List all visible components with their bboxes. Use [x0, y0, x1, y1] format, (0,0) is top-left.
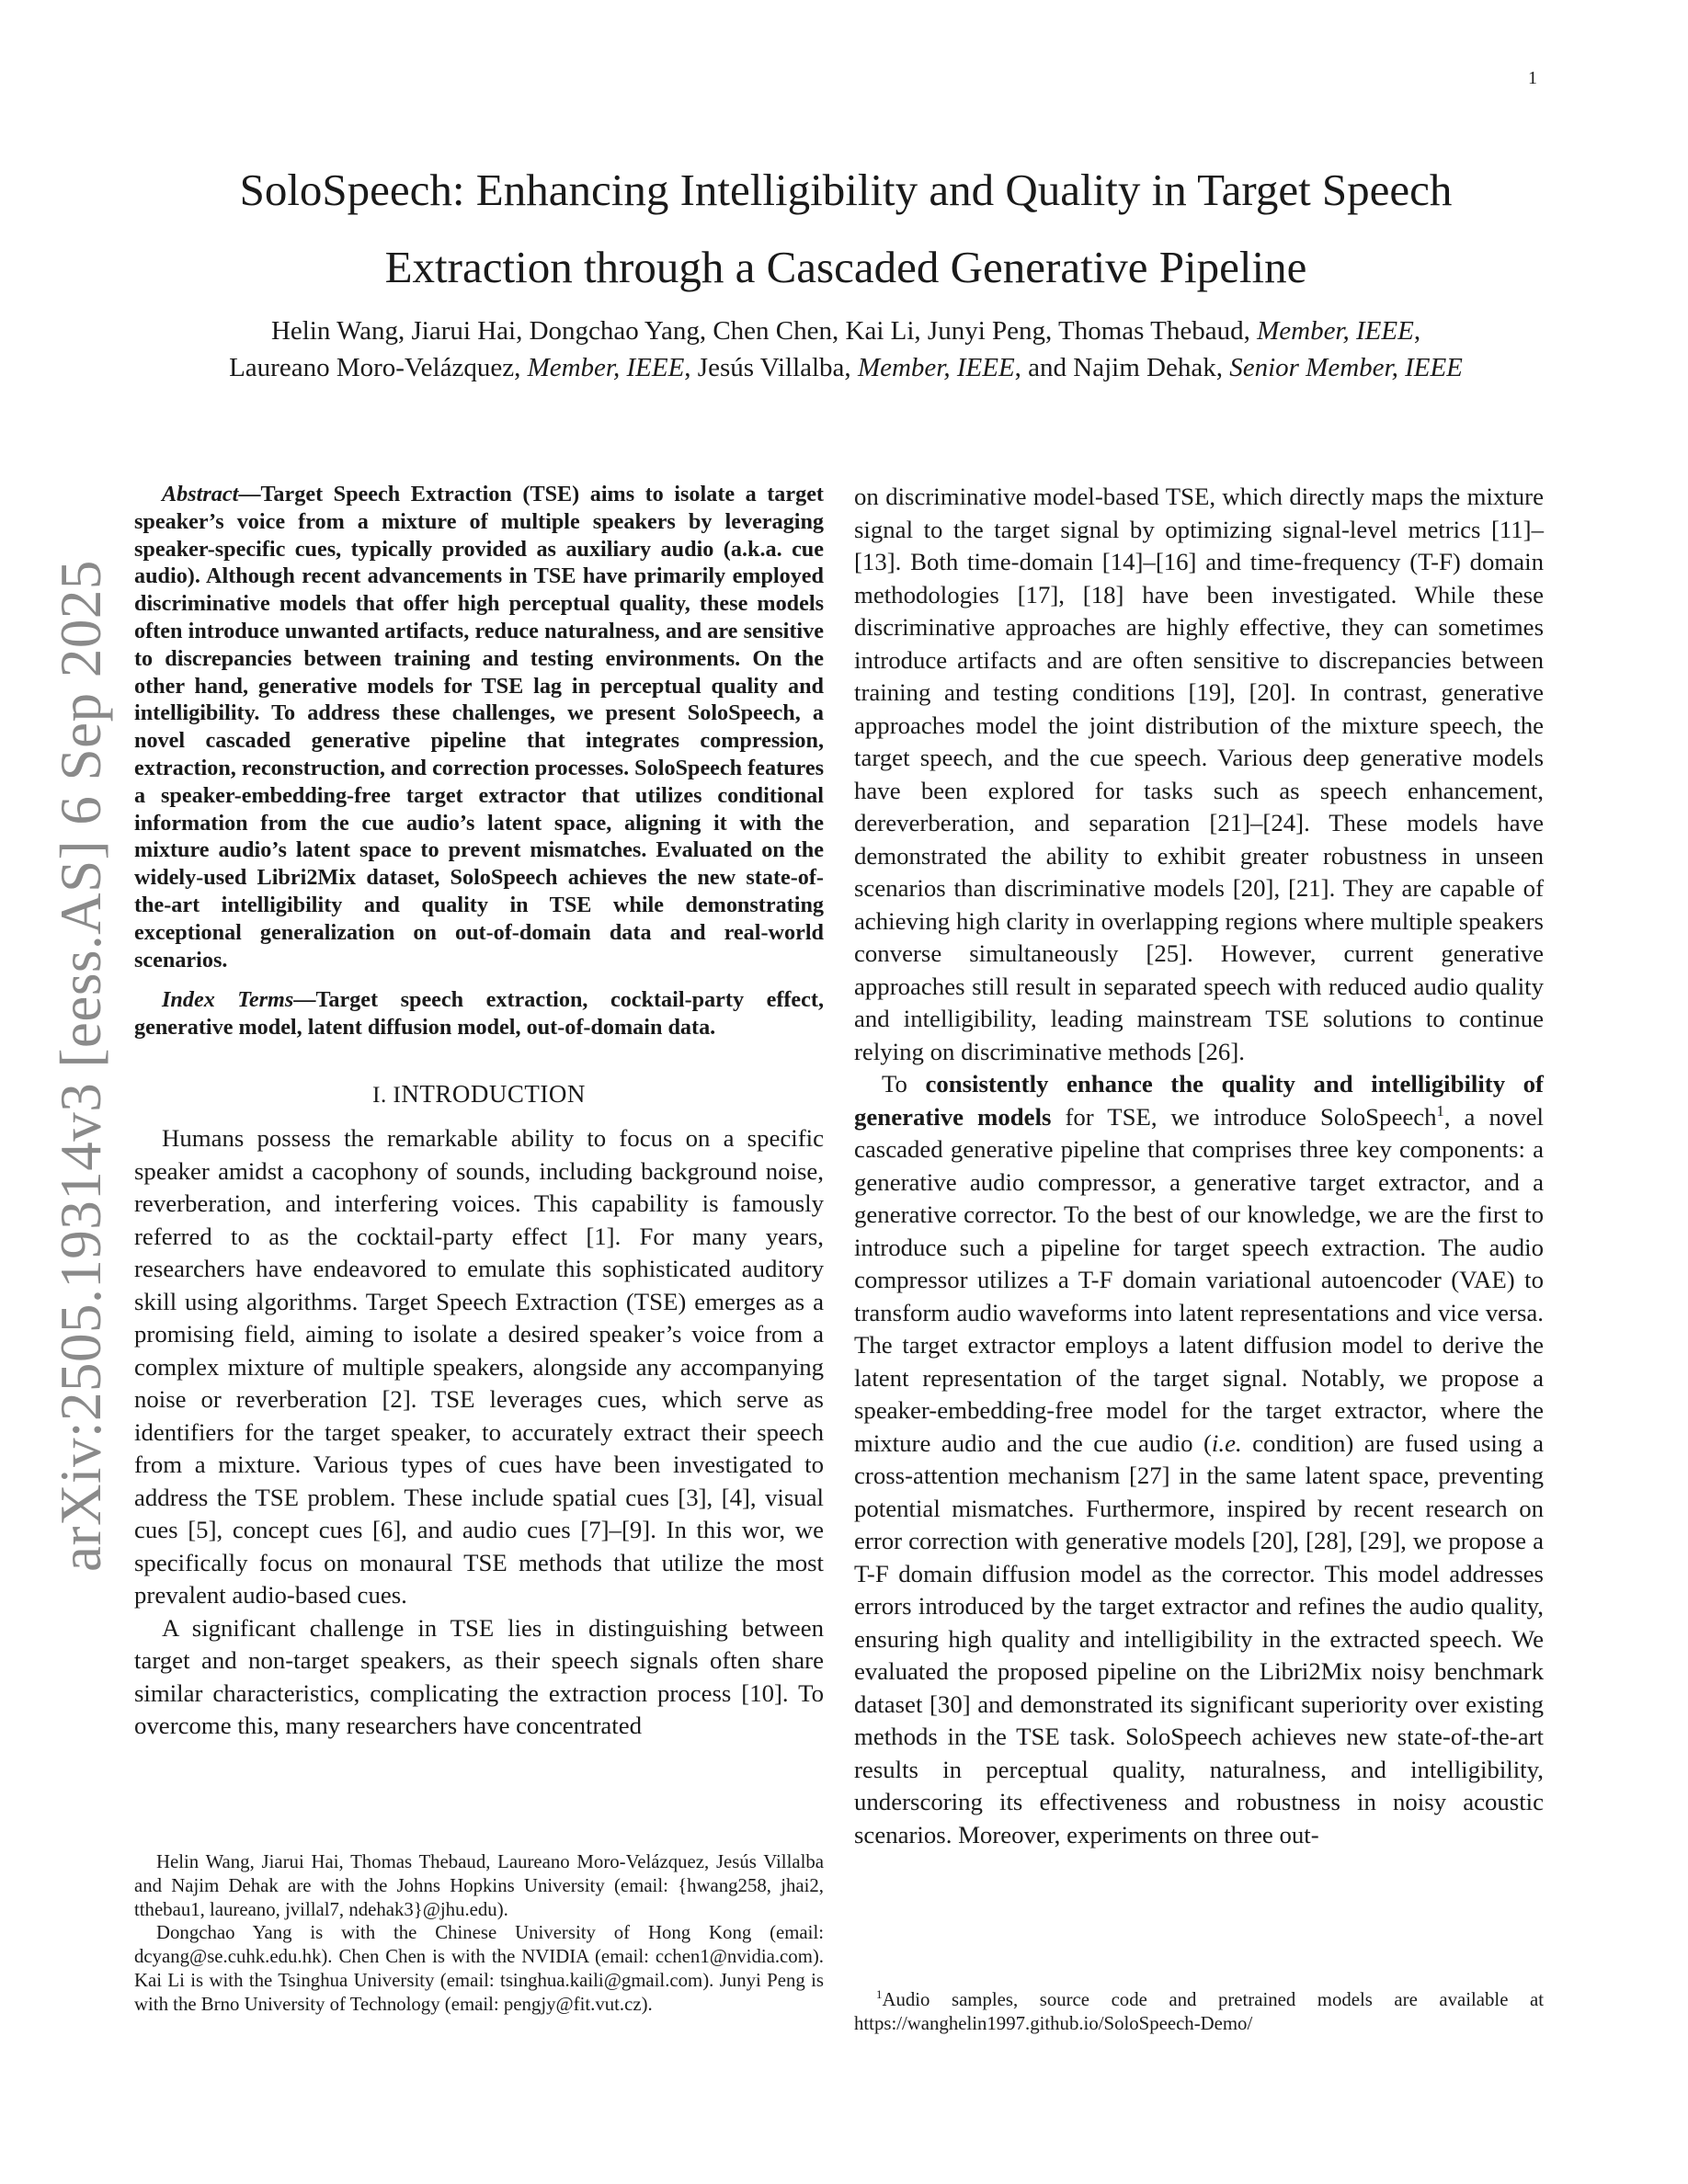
left-column [134, 481, 824, 1743]
p2-ie: i.e. [1211, 1428, 1242, 1457]
section-first-letter: I [393, 1082, 402, 1108]
affiliation-footnotes [134, 1850, 824, 2017]
authors-line1-tail: , [1413, 316, 1421, 346]
page-number: 1 [1528, 68, 1537, 88]
footnote-1 [854, 1988, 1544, 2036]
p2-start: To [882, 1070, 926, 1098]
right-paragraph-2 [854, 1068, 1544, 1851]
p2-bold-phrase: consistently enhance the quality and intelligibility of generative models [854, 1070, 1544, 1131]
arxiv-stamp: arXiv:2505.19314v3 [eess.AS] 6 Sep 2025 [49, 560, 113, 1572]
authors-line2-a: Laureano Moro-Velázquez, [229, 353, 528, 382]
section-title-rest: NTRODUCTION [401, 1079, 586, 1108]
affiliation-footnote-2: Dongchao Yang is with the Chinese University of Hong Kong (email: dcyang@se.cuhk.edu.hk). Chen Chen is with the NVIDIA (email: cchen1@nvidia.com). Kai Li is with the Tsinghua University (email: tsinghua.kaili@gmail.com). Junyi Peng is with the Brno University of Technology (email: pengjy@fit.vut.cz). [134, 1922, 824, 2015]
authors-member-2: Member, IEEE [527, 353, 685, 382]
paper-title [129, 152, 1563, 306]
intro-paragraph-1: Humans possess the remarkable ability to focus on a specific speaker amidst a cacophony of sounds, including background noise, reverberation, and interfering voices. This capability is famously referred to as the cocktail-party effect [1]. For many years, researchers have endeavored to emulate this sophisticated auditory skill using algorithms. Target Speech Extraction (TSE) emerges as a promising field, aiming to isolate a desired speaker’s voice from a complex mixture of multiple speakers, alongside any accompanying noise or reverberation [2]. TSE leverages cues, which serve as identifiers for the target speaker, to accurately extract their speech from a mixture. Various types of cues have been investigated to address the TSE problem. These include spatial cues [3], [4], visual cues [5], concept cues [6], and audio cues [7]–[9]. In this wor, we specifically focus on monaural TSE methods that utilize the most prevalent audio-based cues. [134, 1124, 824, 1610]
section-numeral: I. [372, 1082, 393, 1108]
title-line-1: SoloSpeech: Enhancing Intelligibility and Quality in Target Speech [239, 165, 1453, 215]
section-heading-introduction [134, 1078, 824, 1112]
intro-paragraph-2: A significant challenge in TSE lies in distinguishing between target and non-target speakers, as their speech signals often share similar characteristics, complicating the extraction process [10]. To overcome this, many researchers have concentrated [134, 1613, 824, 1740]
author-list [101, 313, 1591, 386]
right-paragraph-1: on discriminative model-based TSE, which directly maps the mixture signal to the target signal by optimizing signal-level metrics [11]–[13]. Both time-domain [14]–[16] and time-frequency (T-F) domain methodologies [17], [18] have been investigated. While these discriminative approaches are highly effective, they can sometimes introduce artifacts and are often sensitive to discrepancies between training and testing conditions [19], [20]. In contrast, generative approaches model the joint distribution of the mixture speech, the target speech, and the cue speech. Various deep generative models have been explored for tasks such as speech enhancement, dereverberation, and separation [21]–[24]. These models have demonstrated the ability to exhibit greater robustness in unseen scenarios than discriminative models [20], [21]. They are capable of achieving high clarity in overlapping regions where multiple speakers converse simultaneously [25]. However, current generative approaches still result in separated speech with reduced audio quality and intelligibility, leading mainstream TSE solutions to continue relying on discriminative methods [26]. [854, 483, 1544, 1065]
index-terms [134, 986, 824, 1041]
title-line-2: Extraction through a Cascaded Generative Pipeline [384, 242, 1307, 292]
footnote-1-text: Audio samples, source code and pretrained models are available at https://wanghelin1997.github.io/SoloSpeech-Demo/ [854, 1989, 1544, 2034]
authors-senior-member: Senior Member, IEEE [1229, 353, 1463, 382]
p2-mid: for TSE, we introduce SoloSpeech [1051, 1102, 1437, 1131]
authors-line2-c: , and Najim Dehak, [1014, 353, 1230, 382]
abstract-label: Abstract [162, 482, 239, 506]
abstract [134, 481, 824, 973]
p2-text-b: condition) are fused using a cross-attention mechanism [27] in the same latent space, preventing potential mismatches. Furthermore, inspired by recent research on error correction with generative models [20], [28], [29], we propose a T-F domain diffusion model as the corrector. This model addresses errors introduced by the target extractor and refines the audio quality, ensuring high quality and intelligibility in the extracted speech. We evaluated the proposed pipeline on the Libri2Mix noisy benchmark dataset [30] and demonstrated its significant superiority over existing methods in the TSE task. SoloSpeech achieves new state-of-the-art results in perceptual quality, naturalness, and intelligibility, underscoring its effectiveness and robustness in noisy acoustic scenarios. Moreover, experiments on three out- [854, 1428, 1544, 1848]
affiliation-footnote-1: Helin Wang, Jiarui Hai, Thomas Thebaud, Laureano Moro-Velázquez, Jesús Villalba and Najim Dehak are with the Johns Hopkins University (email: {hwang258, jhai2, tthebau1, laureano, jvillal7, ndehak3}@jhu.edu). [134, 1851, 824, 1920]
authors-line1: Helin Wang, Jiarui Hai, Dongchao Yang, Chen Chen, Kai Li, Junyi Peng, Thomas Thebaud, [270, 316, 1258, 346]
index-terms-label: Index Terms [162, 987, 294, 1013]
abstract-text: —Target Speech Extraction (TSE) aims to isolate a target speaker’s voice from a mixture of multiple speakers by leveraging speaker-specific cues, typically provided as auxiliary audio (a.k.a. cue audio). Although recent advancements in TSE have primarily employed discriminative models that offer high perceptual quality, these models often introduce unwanted artifacts, reduce naturalness, and are sensitive to discrepancies between training and testing environments. On the other hand, generative models for TSE lag in perceptual quality and intelligibility. To address these challenges, we present SoloSpeech, a novel cascaded generative pipeline that integrates compression, extraction, reconstruction, and correction processes. SoloSpeech features a speaker-embedding-free target extractor that utilizes conditional information from the cue audio’s latent space, aligning it with the mixture audio’s latent space to prevent mismatches. Evaluated on the widely-used Libri2Mix dataset, SoloSpeech achieves the new state-of-the-art intelligibility and quality in TSE while demonstrating exceptional generalization on out-of-domain data and real-world scenarios. [134, 482, 824, 973]
authors-member-3: Member, IEEE [857, 353, 1015, 382]
authors-line2-b: , Jesús Villalba, [684, 353, 858, 382]
footnote-1-mark: 1 [876, 1988, 883, 2002]
index-terms-text: —Target speech extraction, cocktail-party effect, generative model, latent diffusion model, out-of-domain data. [134, 987, 824, 1041]
right-column [854, 481, 1544, 1851]
authors-member-1: Member, IEEE [1257, 316, 1414, 346]
footnote-mark: 1 [1436, 1101, 1444, 1120]
p2-text-a: , a novel cascaded generative pipeline that comprises three key components: a generative audio compressor, a generative target extractor, and a generative corrector. To the best of our knowledge, we are the first to introduce such a pipeline for target speech extraction. The audio compressor utilizes a T-F domain variational autoencoder (VAE) to transform audio waveforms into latent representations and vice versa. The target extractor employs a latent diffusion model to derive the latent representation of the target signal. Notably, we propose a speaker-embedding-free model for the target extractor, where the mixture audio and the cue audio ( [854, 1102, 1544, 1457]
